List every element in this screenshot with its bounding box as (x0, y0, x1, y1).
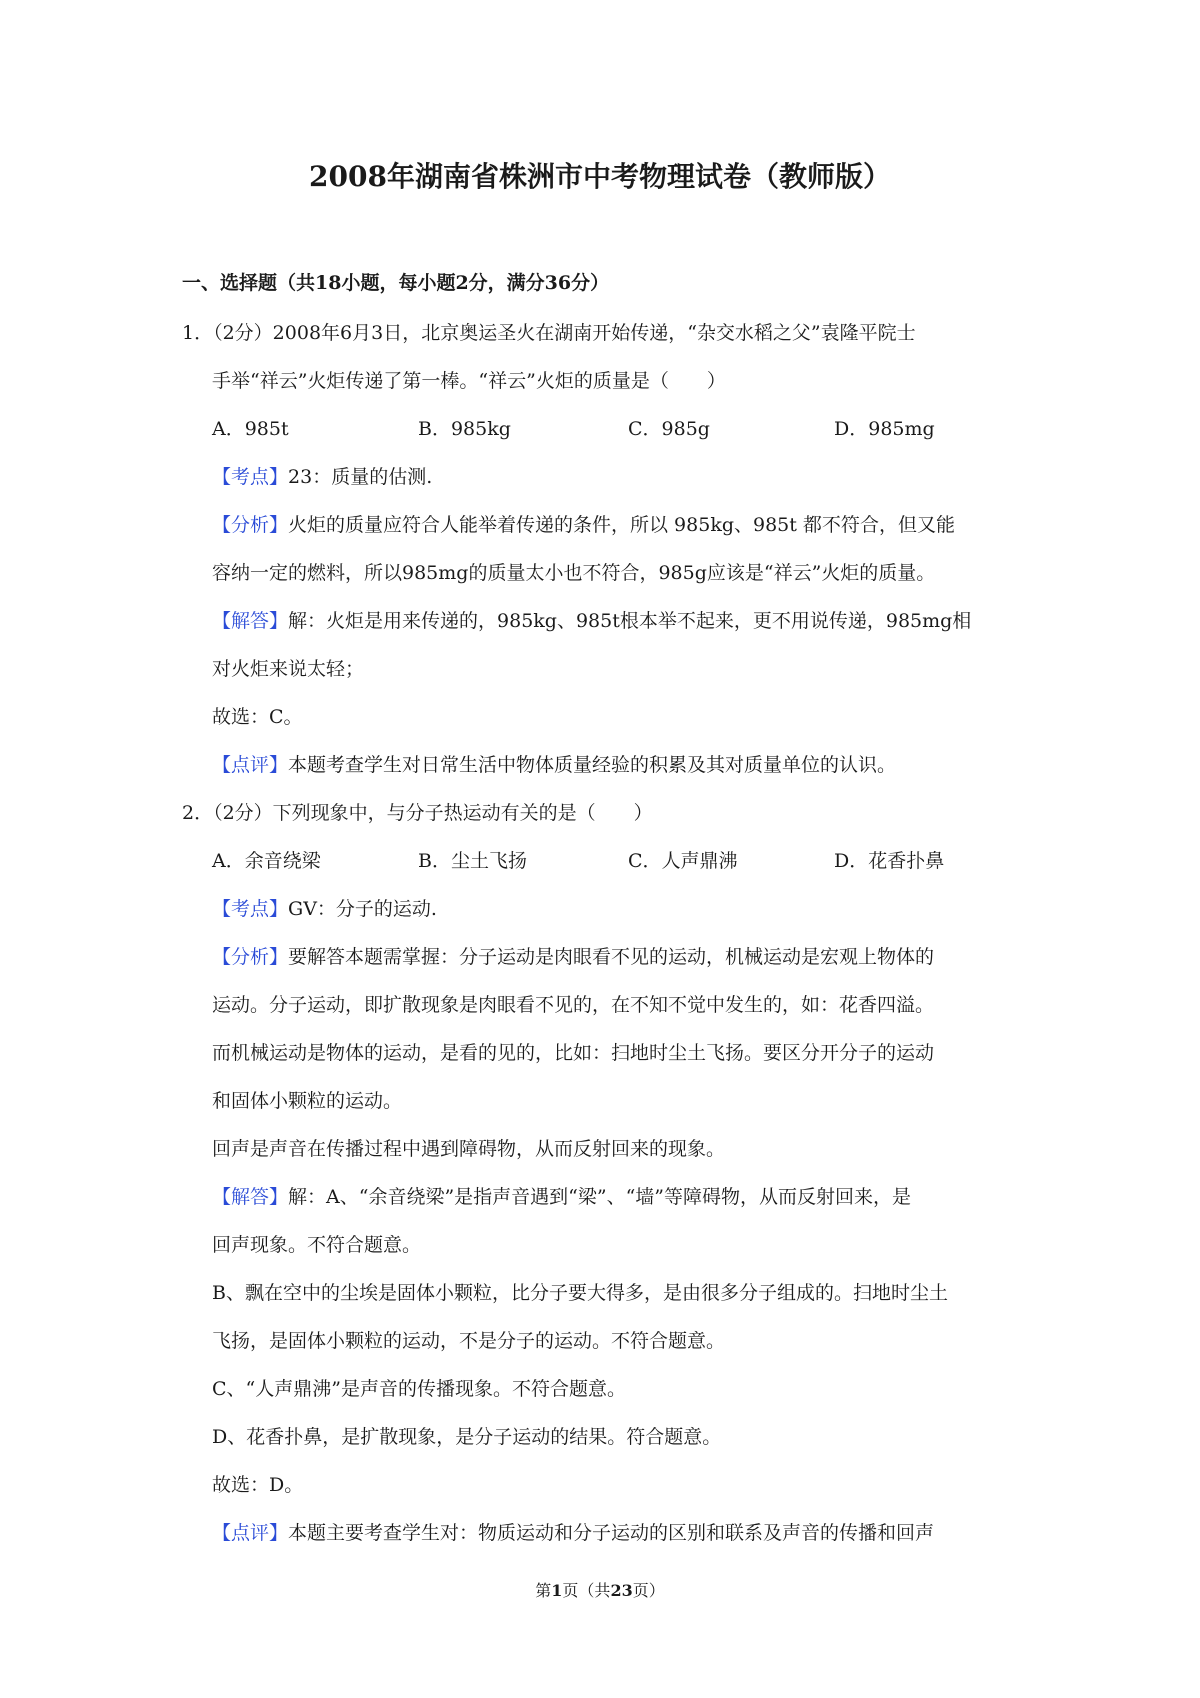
q2-jieda-line4: 飞扬，是固体小颗粒的运动，不是分子的运动。不符合题意。 (212, 1330, 726, 1352)
q2-fenxi-line2: 运动。分子运动，即扩散现象是肉眼看不见的，在不知不觉中发生的，如：花香四溢。 (212, 994, 935, 1016)
q2-jieda-line2: 回声现象。不符合题意。 (212, 1234, 422, 1256)
q1-dianping-text: 本题考查学生对日常生活中物体质量经验的积累及其对质量单位的认识。 (288, 754, 897, 776)
q1-dianping (212, 750, 896, 777)
q1-option-b: B．985kg (418, 418, 511, 440)
section-heading: 一、选择题（共18小题，每小题2分，满分36分） (182, 272, 610, 294)
q2-fenxi-line5: 回声是声音在传播过程中遇到障碍物，从而反射回来的现象。 (212, 1138, 726, 1160)
q1-answer: 故选：C。 (212, 706, 303, 728)
q2-dianping-text: 本题主要考查学生对：物质运动和分子运动的区别和联系及声音的传播和回声 (288, 1522, 935, 1544)
q2-kaodian (212, 894, 437, 921)
q2-option-c: C．人声鼎沸 (628, 850, 738, 872)
q1-jieda-text1: 解：火炬是用来传递的，985kg、985t根本举不起来，更不用说传递，985mg相 (288, 610, 972, 632)
dianping-tag: 【点评】 (212, 754, 289, 776)
q2-jieda-line1 (212, 1182, 911, 1209)
dianping-tag: 【点评】 (212, 1522, 289, 1544)
q2-dianping (212, 1518, 934, 1545)
jieda-tag: 【解答】 (212, 1186, 289, 1208)
q1-fenxi-line2: 容纳一定的燃料，所以985mg的质量太小也不符合，985g应该是“祥云”火炬的质量。 (212, 562, 936, 584)
fenxi-tag: 【分析】 (212, 946, 289, 968)
q1-option-a: A．985t (212, 418, 289, 440)
q1-kaodian-text: 23：质量的估测. (288, 466, 433, 488)
footer-total-pages: 23 (610, 1581, 633, 1600)
kaodian-tag: 【考点】 (212, 466, 289, 488)
q2-jieda-text1: 解：A、“余音绕梁”是指声音遇到“梁”、“墙”等障碍物，从而反射回来，是 (288, 1186, 912, 1208)
q1-fenxi-text1: 火炬的质量应符合人能举着传递的条件，所以 985kg、985t 都不符合，但又能 (288, 514, 955, 536)
q2-fenxi-line4: 和固体小颗粒的运动。 (212, 1090, 403, 1112)
page-title: 2008年湖南省株洲市中考物理试卷（教师版） (309, 160, 891, 193)
footer-middle: 页（共 (562, 1581, 611, 1600)
q2-jieda-line5: C、“人声鼎沸”是声音的传播现象。不符合题意。 (212, 1378, 626, 1400)
q1-jieda-line2: 对火炬来说太轻； (212, 658, 365, 680)
q2-jieda-line3: B、飘在空中的尘埃是固体小颗粒，比分子要大得多，是由很多分子组成的。扫地时尘土 (212, 1282, 948, 1304)
q2-fenxi-line3: 而机械运动是物体的运动，是看的见的，比如：扫地时尘土飞扬。要区分开分子的运动 (212, 1042, 935, 1064)
q2-option-d: D．花香扑鼻 (834, 850, 945, 872)
q2-answer: 故选：D。 (212, 1474, 304, 1496)
q1-kaodian (212, 462, 432, 489)
q2-jieda-line6: D、花香扑鼻，是扩散现象，是分子运动的结果。符合题意。 (212, 1426, 722, 1448)
q2-option-a: A．余音绕梁 (212, 850, 321, 872)
q2-fenxi-text1: 要解答本题需掌握：分子运动是肉眼看不见的运动，机械运动是宏观上物体的 (288, 946, 935, 968)
footer-page-number: 1 (551, 1581, 563, 1600)
q1-fenxi-line1 (212, 510, 955, 537)
footer-suffix: 页） (632, 1581, 665, 1600)
q1-stem-line1: 1．（2分）2008年6月3日，北京奥运圣火在湖南开始传递，“杂交水稻之父”袁隆平院士 (182, 322, 916, 344)
page-footer (0, 1578, 1200, 1601)
q2-option-b: B．尘土飞扬 (418, 850, 527, 872)
fenxi-tag: 【分析】 (212, 514, 289, 536)
footer-prefix: 第 (535, 1581, 552, 1600)
q2-fenxi-line1 (212, 942, 934, 969)
q1-stem-line2: 手举“祥云”火炬传递了第一棒。“祥云”火炬的质量是（ ） (212, 370, 726, 392)
q1-option-c: C．985g (628, 418, 710, 440)
q2-stem-line1: 2．（2分）下列现象中，与分子热运动有关的是（ ） (182, 802, 653, 824)
q2-kaodian-text: GV：分子的运动. (288, 898, 437, 920)
kaodian-tag: 【考点】 (212, 898, 289, 920)
jieda-tag: 【解答】 (212, 610, 289, 632)
q1-option-d: D．985mg (834, 418, 935, 440)
q1-jieda-line1 (212, 606, 971, 633)
